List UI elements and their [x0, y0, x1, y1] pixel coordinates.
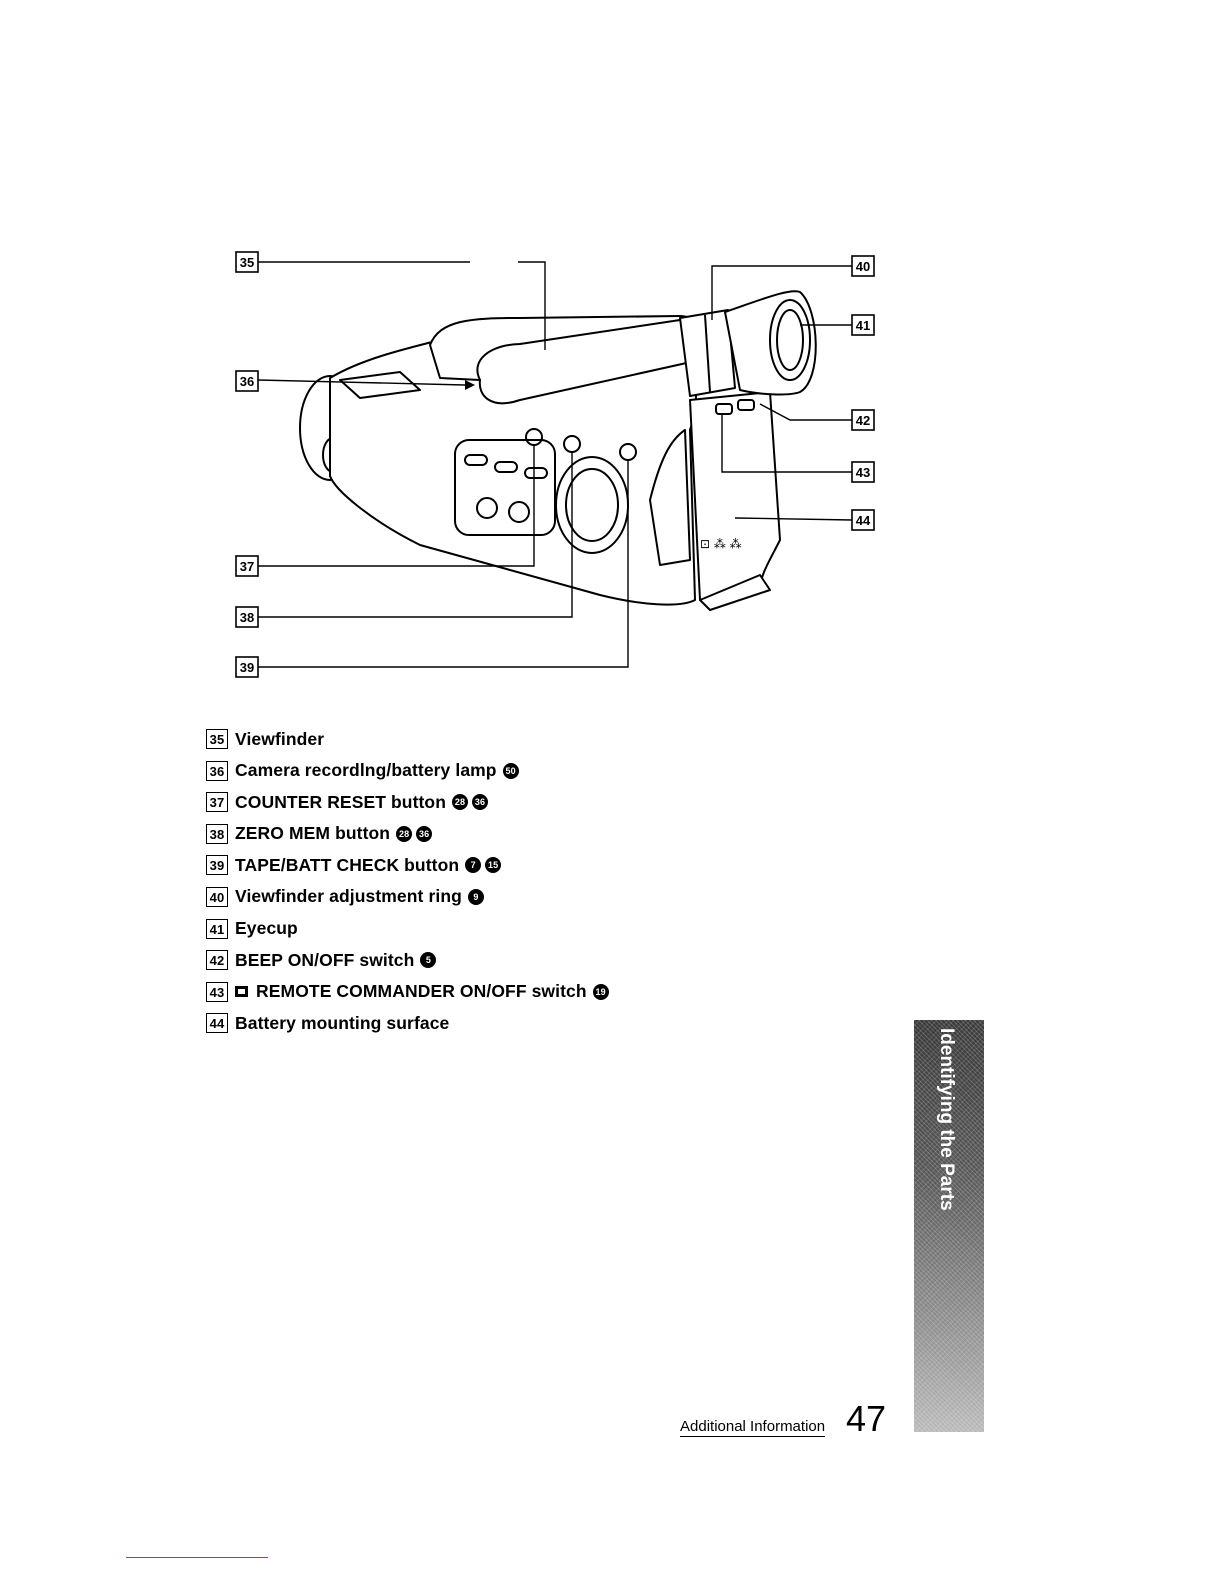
legend-item-39 — [206, 854, 726, 876]
callout-44 — [852, 510, 874, 530]
bottom-rule — [126, 1557, 268, 1558]
svg-text:38: 38 — [239, 610, 255, 625]
svg-text:40: 40 — [855, 259, 871, 274]
legend-label: ZERO MEM button — [235, 823, 391, 844]
section-side-tab — [914, 1020, 984, 1432]
svg-text:43: 43 — [855, 465, 871, 480]
side-tab-label: Identifying the Parts — [936, 1028, 957, 1211]
camcorder-illustration — [300, 291, 816, 610]
svg-text:39: 39 — [239, 660, 255, 675]
legend-number: 37 — [206, 792, 228, 812]
callout-40 — [852, 256, 874, 276]
callout-42 — [852, 410, 874, 430]
svg-text:35: 35 — [239, 255, 255, 270]
parts-legend — [206, 728, 726, 1044]
callout-36 — [236, 371, 258, 391]
legend-number: 39 — [206, 855, 228, 875]
callout-38 — [236, 607, 258, 627]
legend-item-37 — [206, 791, 726, 813]
legend-label: BEEP ON/OFF switch — [235, 949, 415, 970]
legend-label: Viewfinder adjustment ring — [235, 886, 462, 907]
callout-37 — [236, 556, 258, 576]
svg-text:44: 44 — [855, 513, 871, 528]
legend-item-42 — [206, 949, 726, 971]
callout-39 — [236, 657, 258, 677]
callout-43 — [852, 462, 874, 482]
svg-text:36: 36 — [239, 374, 255, 389]
page-ref-badge: 5 — [420, 952, 436, 968]
callout-35 — [236, 252, 258, 272]
legend-item-36 — [206, 760, 726, 782]
page-ref-badge: 28 — [396, 826, 412, 842]
legend-label: Viewfinder — [235, 728, 325, 749]
callout-41 — [852, 315, 874, 335]
page-ref-badge: 36 — [472, 794, 488, 810]
footer-section-label: Additional Information — [680, 1418, 826, 1435]
camcorder-diagram — [0, 0, 1224, 720]
legend-label: COUNTER RESET button — [235, 791, 447, 812]
page-ref-badge: 50 — [503, 763, 519, 779]
legend-label: REMOTE COMMANDER ON/OFF switch — [256, 981, 587, 1002]
legend-number: 40 — [206, 887, 228, 907]
page-ref-badge: 7 — [465, 857, 481, 873]
page-ref-badge: 36 — [416, 826, 432, 842]
svg-text:41: 41 — [855, 318, 871, 333]
page-number: 47 — [846, 1398, 887, 1439]
legend-label: Eyecup — [235, 918, 298, 939]
legend-number: 38 — [206, 824, 228, 844]
legend-item-40 — [206, 886, 726, 908]
legend-number: 36 — [206, 761, 228, 781]
page-ref-badge: 28 — [452, 794, 468, 810]
legend-label: Camera recordlng/battery lamp — [235, 760, 497, 781]
page-ref-badge: 19 — [593, 984, 609, 1000]
legend-item-35 — [206, 728, 726, 750]
legend-item-43 — [206, 981, 726, 1003]
legend-label: Battery mounting surface — [235, 1012, 450, 1033]
legend-number: 42 — [206, 950, 228, 970]
legend-item-38 — [206, 823, 726, 845]
page-ref-badge: 15 — [485, 857, 501, 873]
legend-number: 41 — [206, 919, 228, 939]
svg-text:37: 37 — [239, 559, 255, 574]
legend-item-41 — [206, 918, 726, 940]
legend-number: 43 — [206, 982, 228, 1002]
svg-text:42: 42 — [855, 413, 871, 428]
page-ref-badge: 9 — [468, 889, 484, 905]
legend-number: 44 — [206, 1013, 228, 1033]
legend-number: 35 — [206, 729, 228, 749]
remote-icon — [235, 986, 248, 997]
svg-text:⊡ ⁂ ⁂: ⊡ ⁂ ⁂ — [700, 537, 742, 551]
legend-label: TAPE/BATT CHECK button — [235, 854, 460, 875]
legend-item-44 — [206, 1012, 726, 1034]
